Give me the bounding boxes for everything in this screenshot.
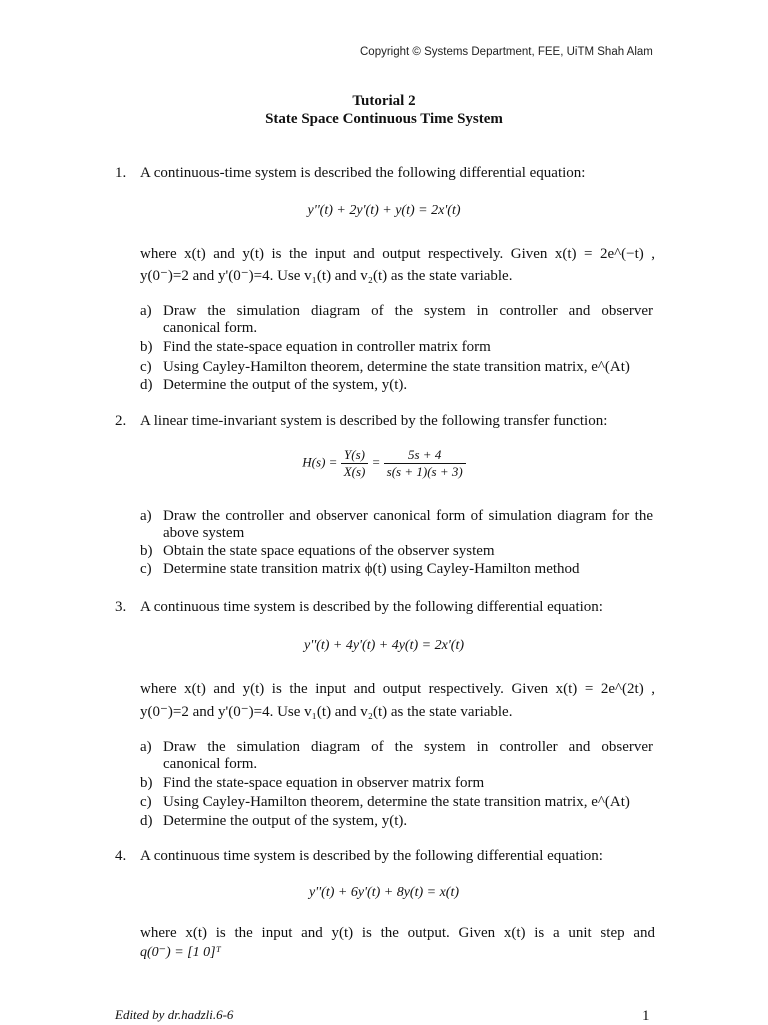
part-label: c) [140,794,152,810]
tf-denominator-1: X(s) [343,464,366,479]
q1-equation: y''(t) + 2y'(t) + y(t) = 2x'(t) [307,203,461,218]
tf-lhs: H(s) = [302,454,338,470]
part-label: a) [140,508,152,524]
part-label: c) [140,561,152,577]
footer-editor: Edited by dr.hadzli.6-6 [115,1007,234,1022]
tf-numerator-2: 5s + 4 [384,447,466,464]
tf-fraction-1 [341,447,369,480]
part-text: Using Cayley-Hamilton theorem, determine the state transition matrix, e^(At) [163,359,630,375]
page-number: 1 [642,1008,650,1024]
part-label: a) [140,739,152,755]
q1-text: A continuous-time system is described the following differential equation: [140,165,586,181]
q3-given-line2: y(0⁻)=2 and y'(0⁻)=4. Use v₁(t) and v₂(t) as the state variable. [140,704,513,720]
part-label: d) [140,377,153,393]
q4-given-line2: q(0⁻) = [1 0]ᵀ [140,945,221,960]
part-text: Determine the output of the system, y(t). [163,377,408,393]
q1-given-line1: where x(t) and y(t) is the input and output respectively. Given x(t) = 2e^(−t) , [140,246,655,262]
part-label: c) [140,359,152,375]
part-text: Determine the output of the system, y(t). [163,813,408,829]
tf-denominator-2: s(s + 1)(s + 3) [386,464,463,479]
q4-given-line1: where x(t) is the input and y(t) is the output. Given x(t) is a unit step and [140,925,655,941]
part-label: b) [140,775,153,791]
q2-transfer-function [0,447,768,480]
q3-equation: y''(t) + 4y'(t) + 4y(t) = 2x'(t) [303,638,465,653]
tutorial-subtitle: State Space Continuous Time System [265,111,503,127]
part-text-cont: canonical form. [163,320,258,336]
part-text: Draw the simulation diagram of the system in controller and observer [163,739,653,755]
part-text-cont: canonical form. [163,756,258,772]
q3-text: A continuous time system is described by the following differential equation: [140,599,603,615]
part-text: Find the state-space equation in observer matrix form [163,775,485,791]
part-text: Draw the simulation diagram of the system in controller and observer [163,303,653,319]
q4-text: A continuous time system is described by the following differential equation: [140,848,603,864]
copyright-notice: Copyright © Systems Department, FEE, UiTM Shah Alam [360,46,653,58]
q1-given-line2: y(0⁻)=2 and y'(0⁻)=4. Use v₁(t) and v₂(t) as the state variable. [140,268,513,284]
part-label: b) [140,543,153,559]
part-text: Obtain the state space equations of the observer system [163,543,495,559]
part-label: b) [140,339,153,355]
q3-given-line1: where x(t) and y(t) is the input and output respectively. Given x(t) = 2e^(2t) , [140,681,655,697]
part-text-cont: above system [163,525,245,541]
tf-fraction-2 [384,447,466,480]
tf-equals: = [371,454,381,470]
q2-number: 2. [115,413,127,429]
part-text: Using Cayley-Hamilton theorem, determine the state transition matrix, e^(At) [163,794,630,810]
part-label: d) [140,813,153,829]
tutorial-title: Tutorial 2 [352,93,416,109]
part-text: Draw the controller and observer canonical form of simulation diagram for the [163,508,653,524]
part-label: a) [140,303,152,319]
part-text: Determine state transition matrix ϕ(t) using Cayley-Hamilton method [163,561,580,577]
q4-equation: y''(t) + 6y'(t) + 8y(t) = x(t) [308,885,460,900]
q2-text: A linear time-invariant system is described by the following transfer function: [140,413,608,429]
tf-numerator-1: Y(s) [341,447,369,464]
part-text: Find the state-space equation in controller matrix form [163,339,491,355]
q3-number: 3. [115,599,127,615]
q4-number: 4. [115,848,127,864]
q1-number: 1. [115,165,127,181]
